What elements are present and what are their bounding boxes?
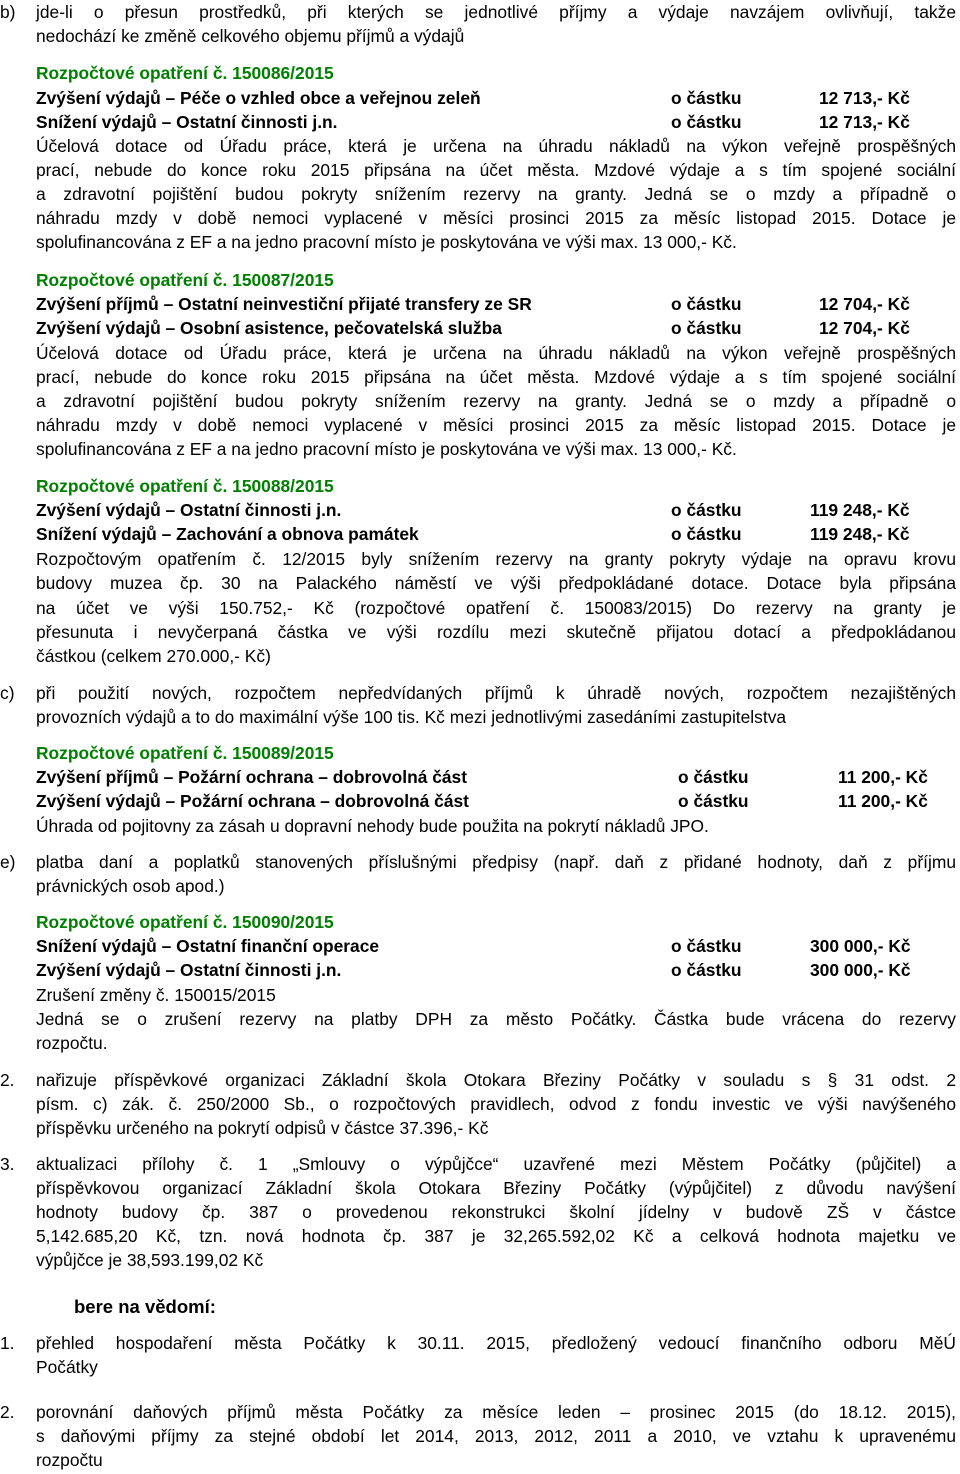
measure-label: Snížení výdajů – Zachování a obnova památek (36, 524, 419, 544)
paragraph-line: přesunuta i nevyčerpaná částka ve výši rozdílu mezi skutečně přijatou dotací a předpokládanou (36, 622, 956, 642)
paragraph-line: právnických osob apod.) (36, 876, 225, 896)
paragraph-line: a zdravotní pojištění budou pokryty snížením rezervy na granty. Jedná se o mzdy a případně o (36, 184, 956, 204)
paragraph-line: náhradu mzdy v době nemoci vyplacené v měsíci prosinci 2015 za měsíc listopad 2015. Dotace je (36, 415, 956, 435)
measure-part: o částku (671, 936, 742, 956)
paragraph-line: prací, nebude do konce roku 2015 připsána na účet města. Mzdové výdaje a s tím spojené sociální (36, 367, 956, 387)
measure-amount: 300 000,- Kč (810, 936, 911, 956)
paragraph-line: provozních výdajů a to do maximální výše 100 tis. Kč mezi jednotlivými zasedáními zastupitelstva (36, 707, 787, 727)
measure-label: Zvýšení výdajů – Ostatní činnosti j.n. (36, 960, 342, 980)
list-marker-e: e) (0, 852, 16, 872)
measure-amount: 11 200,- Kč (838, 791, 928, 811)
paragraph-line: Rozpočtovým opatřením č. 12/2015 byly snížením rezervy na granty pokryty výdaje na opravu krovu (36, 549, 956, 569)
paragraph-line: příspěvku určeného na pokrytí odpisů v částce 37.396,- Kč (36, 1118, 489, 1138)
measure-label: Zvýšení výdajů – Požární ochrana – dobrovolná část (36, 791, 469, 811)
measure-label: Snížení výdajů – Ostatní finanční operace (36, 936, 380, 956)
measure-part: o částku (678, 767, 749, 787)
paragraph-line: Zrušení změny č. 150015/2015 (36, 985, 276, 1005)
paragraph-line: při použití nových, rozpočtem nepředvídaných příjmů k úhradě nových, rozpočtem nezajištěných (36, 683, 956, 703)
budget-measure-heading: Rozpočtové opatření č. 150087/2015 (36, 270, 334, 290)
paragraph-line: Účelová dotace od Úřadu práce, která je určena na úhradu nákladů na výkon veřejně prospěšných (36, 343, 956, 363)
measure-part: o částku (671, 524, 742, 544)
measure-label: Zvýšení výdajů – Péče o vzhled obce a veřejnou zeleň (36, 88, 481, 108)
measure-amount: 119 248,- Kč (810, 500, 910, 520)
paragraph-line: nařizuje příspěvkové organizaci Základní škola Otokara Březiny Počátky v souladu s § 31 odst. 2 (36, 1070, 956, 1090)
budget-measure-heading: Rozpočtové opatření č. 150089/2015 (36, 743, 334, 763)
list-marker-b: b) (0, 2, 16, 22)
measure-label: Zvýšení výdajů – Ostatní činnosti j.n. (36, 500, 342, 520)
measure-part: o částku (671, 88, 742, 108)
paragraph-line: výpůjčce je 38,593.199,02 Kč (36, 1250, 264, 1270)
paragraph-line: Jedná se o zrušení rezervy na platby DPH za město Počátky. Částka bude vrácena do rezervy (36, 1009, 956, 1029)
measure-label: Zvýšení výdajů – Osobní asistence, pečovatelská služba (36, 318, 502, 338)
paragraph-line: Počátky (36, 1357, 98, 1377)
paragraph-line: Účelová dotace od Úřadu práce, která je určena na úhradu nákladů na výkon veřejně prospěšných (36, 136, 956, 156)
list-marker-3: 3. (0, 1154, 15, 1174)
measure-part: o částku (671, 500, 742, 520)
measure-amount: 119 248,- Kč (810, 524, 910, 544)
measure-amount: 12 704,- Kč (819, 318, 910, 338)
paragraph-line: a zdravotní pojištění budou pokryty snížením rezervy na granty. Jedná se o mzdy a případně o (36, 391, 956, 411)
paragraph-line: s daňovými příjmy za stejné období let 2014, 2013, 2012, 2011 a 2010, ve vztahu k upravenému (36, 1426, 956, 1446)
paragraph-line: rozpočtu. (36, 1033, 108, 1053)
paragraph-line: prací, nebude do konce roku 2015 připsána na účet města. Mzdové výdaje a s tím spojené sociální (36, 160, 956, 180)
budget-measure-heading: Rozpočtové opatření č. 150088/2015 (36, 476, 334, 496)
measure-label: Zvýšení příjmů – Požární ochrana – dobrovolná část (36, 767, 468, 787)
paragraph-line: aktualizaci přílohy č. 1 „Smlouvy o výpůjčce“ uzavřené mezi Městem Počátky (půjčitel) a (36, 1154, 956, 1174)
budget-measure-heading: Rozpočtové opatření č. 150090/2015 (36, 912, 334, 932)
section-subheading: bere na vědomí: (74, 1296, 216, 1317)
list-marker-c: c) (0, 683, 15, 703)
paragraph-line: příspěvkovou organizací Základní škola Otokara Březiny Počátky (výpůjčitel) z důvodu navýšení (36, 1178, 956, 1198)
measure-amount: 12 713,- Kč (819, 112, 910, 132)
paragraph-line: budovy muzea čp. 30 na Palackého náměstí ve výši předpokládané dotace. Dotace byla připsána (36, 573, 956, 593)
list-marker-1: 1. (0, 1333, 15, 1353)
paragraph-line: jde-li o přesun prostředků, při kterých se jednotlivé příjmy a výdaje navzájem ovlivňují, takže (36, 2, 956, 22)
paragraph-line: porovnání daňových příjmů města Počátky za měsíce leden – prosinec 2015 (do 18.12. 2015), (36, 1402, 956, 1422)
paragraph-line: rozpočtu (36, 1450, 103, 1470)
paragraph-line: hodnoty budovy čp. 387 o provedenou rekonstrukci školní jídelny v budově ZŠ v částce (36, 1202, 956, 1222)
paragraph-line: 5,142.685,20 Kč, tzn. nová hodnota čp. 387 je 32,265.592,02 Kč a celková hodnota majetku ve (36, 1226, 956, 1246)
measure-part: o částku (671, 112, 742, 132)
measure-part: o částku (678, 791, 749, 811)
measure-label: Snížení výdajů – Ostatní činnosti j.n. (36, 112, 338, 132)
list-marker-2: 2. (0, 1402, 15, 1422)
measure-amount: 300 000,- Kč (810, 960, 911, 980)
paragraph-line: písm. c) zák. č. 250/2000 Sb., o rozpočtových pravidlech, odvod z fondu investic ve výši navýšeného (36, 1094, 956, 1114)
paragraph-line: přehled hospodaření města Počátky k 30.11. 2015, předložený vedoucí finančního odboru MěÚ (36, 1333, 956, 1353)
paragraph-line: na účet ve výši 150.752,- Kč (rozpočtové opatření č. 150083/2015) Do rezervy na granty je (36, 598, 956, 618)
paragraph-line: částkou (celkem 270.000,- Kč) (36, 646, 271, 666)
paragraph-line: platba daní a poplatků stanovených příslušnými předpisy (např. daň z přidané hodnoty, daň z příjmu (36, 852, 956, 872)
list-marker-2: 2. (0, 1070, 15, 1090)
measure-amount: 12 704,- Kč (819, 294, 910, 314)
paragraph-line: náhradu mzdy v době nemoci vyplacené v měsíci prosinci 2015 za měsíc listopad 2015. Dotace je (36, 208, 956, 228)
measure-label: Zvýšení příjmů – Ostatní neinvestiční přijaté transfery ze SR (36, 294, 532, 314)
measure-amount: 11 200,- Kč (838, 767, 928, 787)
measure-part: o částku (671, 294, 742, 314)
measure-part: o částku (671, 318, 742, 338)
measure-amount: 12 713,- Kč (819, 88, 910, 108)
paragraph-line: spolufinancována z EF a na jedno pracovní místo je poskytována ve výši max. 13 000,- Kč. (36, 439, 737, 459)
measure-part: o částku (671, 960, 742, 980)
paragraph-line: spolufinancována z EF a na jedno pracovní místo je poskytována ve výši max. 13 000,- Kč. (36, 232, 737, 252)
paragraph-line: nedochází ke změně celkového objemu příjmů a výdajů (36, 26, 465, 46)
paragraph-line: Úhrada od pojitovny za zásah u dopravní nehody bude použita na pokrytí nákladů JPO. (36, 816, 709, 836)
budget-measure-heading: Rozpočtové opatření č. 150086/2015 (36, 63, 334, 83)
